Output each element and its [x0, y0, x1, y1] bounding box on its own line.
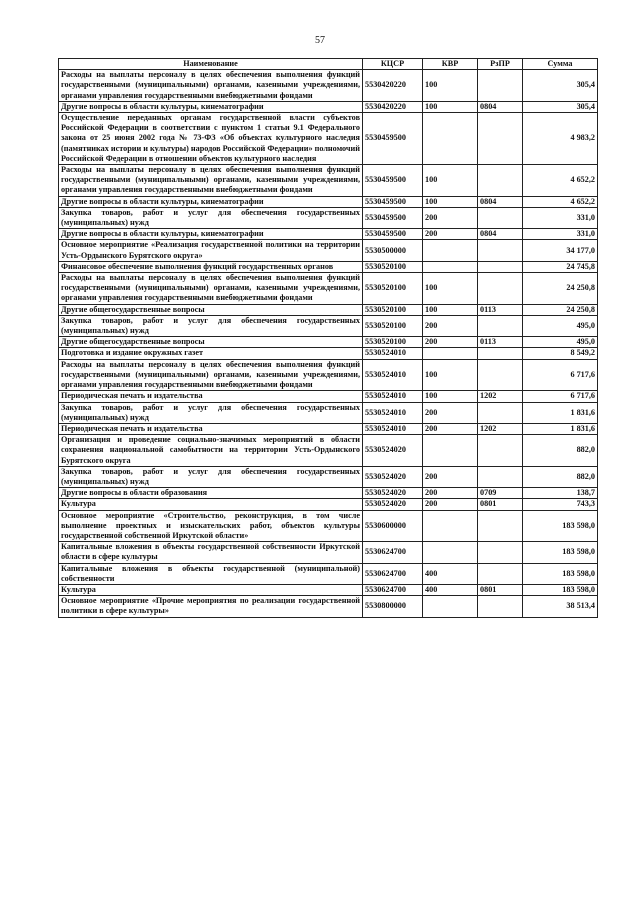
- row-code-cell: 5530459500: [363, 229, 423, 240]
- row-sum-cell: 305,4: [523, 70, 598, 102]
- row-code-cell: 5530520100: [363, 315, 423, 336]
- row-code-cell: 5530800000: [363, 596, 423, 617]
- row-kvr-cell: 400: [423, 584, 478, 595]
- row-kvr-cell: 400: [423, 563, 478, 584]
- row-kvr-cell: 200: [423, 466, 478, 487]
- row-sum-cell: 183 598,0: [523, 510, 598, 542]
- row-sum-cell: 4 652,2: [523, 196, 598, 207]
- row-kvr-cell: 100: [423, 273, 478, 305]
- row-sum-cell: 24 745,8: [523, 261, 598, 272]
- row-name-cell: Осуществление переданных органам государственной власти субъектов Российской Федерации в соответствии с пунктом 1 статьи 9.1 Федерального закона от 25 июня 2002 года № 73-ФЗ «Об объектах культурного наследия (памятниках истории и культуры) народов Российской Федерации» полномочий Российской Федерации в отношении объектов культурного наследия: [59, 113, 363, 165]
- row-sum-cell: 38 513,4: [523, 596, 598, 617]
- row-kvr-cell: 100: [423, 391, 478, 402]
- row-kvr-cell: 200: [423, 315, 478, 336]
- row-name-cell: Закупка товаров, работ и услуг для обеспечения государственных (муниципальных) нужд: [59, 315, 363, 336]
- row-kvr-cell: 100: [423, 101, 478, 112]
- page-number: 57: [315, 35, 325, 46]
- row-rzpr-cell: 0801: [478, 584, 523, 595]
- table-row: [59, 348, 598, 359]
- row-sum-cell: 882,0: [523, 466, 598, 487]
- row-kvr-cell: 200: [423, 499, 478, 510]
- row-kvr-cell: [423, 542, 478, 563]
- row-sum-cell: 1 831,6: [523, 423, 598, 434]
- row-name-cell: Другие вопросы в области культуры, кинематографии: [59, 229, 363, 240]
- row-rzpr-cell: [478, 240, 523, 261]
- row-code-cell: 5530500000: [363, 240, 423, 261]
- header-kvr: КВР: [423, 59, 478, 70]
- row-sum-cell: 495,0: [523, 337, 598, 348]
- row-name-cell: Культура: [59, 499, 363, 510]
- table-row: [59, 165, 598, 197]
- row-sum-cell: 24 250,8: [523, 304, 598, 315]
- table-row: [59, 273, 598, 305]
- row-code-cell: 5530420220: [363, 70, 423, 102]
- row-kvr-cell: 200: [423, 337, 478, 348]
- row-kvr-cell: 100: [423, 165, 478, 197]
- row-kvr-cell: 100: [423, 359, 478, 391]
- row-sum-cell: 743,3: [523, 499, 598, 510]
- row-rzpr-cell: [478, 261, 523, 272]
- table-row: [59, 207, 598, 228]
- row-name-cell: Финансовое обеспечение выполнения функций государственных органов: [59, 261, 363, 272]
- row-code-cell: 5530600000: [363, 510, 423, 542]
- budget-table: [58, 58, 598, 618]
- table-row: [59, 196, 598, 207]
- row-rzpr-cell: [478, 596, 523, 617]
- row-kvr-cell: 200: [423, 229, 478, 240]
- row-rzpr-cell: [478, 510, 523, 542]
- row-kvr-cell: [423, 510, 478, 542]
- row-rzpr-cell: [478, 435, 523, 467]
- row-name-cell: Капитальные вложения в объекты государственной собственности Иркутской области в сфере культуры: [59, 542, 363, 563]
- row-name-cell: Другие общегосударственные вопросы: [59, 304, 363, 315]
- row-sum-cell: 6 717,6: [523, 359, 598, 391]
- row-code-cell: 5530524020: [363, 499, 423, 510]
- table-row: [59, 435, 598, 467]
- table-row: [59, 596, 598, 617]
- row-sum-cell: 331,0: [523, 207, 598, 228]
- table-row: [59, 499, 598, 510]
- row-name-cell: Периодическая печать и издательства: [59, 423, 363, 434]
- row-name-cell: Расходы на выплаты персоналу в целях обеспечения выполнения функций государственными (муниципальными) органами, казенными учреждениями, органами управления государственными внебюджетными фондами: [59, 359, 363, 391]
- header-sum: Сумма: [523, 59, 598, 70]
- row-rzpr-cell: [478, 563, 523, 584]
- row-kvr-cell: 200: [423, 488, 478, 499]
- row-code-cell: 5530459500: [363, 113, 423, 165]
- row-code-cell: 5530520100: [363, 261, 423, 272]
- row-code-cell: 5530524020: [363, 435, 423, 467]
- header-name: Наименование: [59, 59, 363, 70]
- table-header-row: [59, 59, 598, 70]
- row-kvr-cell: [423, 596, 478, 617]
- table-row: [59, 70, 598, 102]
- row-name-cell: Закупка товаров, работ и услуг для обеспечения государственных (муниципальных) нужд: [59, 207, 363, 228]
- row-code-cell: 5530420220: [363, 101, 423, 112]
- row-code-cell: 5530459500: [363, 165, 423, 197]
- row-name-cell: Другие общегосударственные вопросы: [59, 337, 363, 348]
- row-code-cell: 5530624700: [363, 542, 423, 563]
- row-sum-cell: 183 598,0: [523, 563, 598, 584]
- row-name-cell: Основное мероприятие «Реализация государственной политики на территории Усть-Ордынского Бурятского округа»: [59, 240, 363, 261]
- table-row: [59, 402, 598, 423]
- table-row: [59, 423, 598, 434]
- row-name-cell: Капитальные вложения в объекты государственной (муниципальной) собственности: [59, 563, 363, 584]
- row-name-cell: Основное мероприятие «Прочие мероприятия по реализации государственной политики в сфере культуры»: [59, 596, 363, 617]
- row-rzpr-cell: [478, 70, 523, 102]
- row-name-cell: Расходы на выплаты персоналу в целях обеспечения выполнения функций государственными (муниципальными) органами, казенными учреждениями, органами управления государственными внебюджетными фондами: [59, 273, 363, 305]
- row-kvr-cell: [423, 348, 478, 359]
- row-code-cell: 5530624700: [363, 563, 423, 584]
- row-code-cell: 5530459500: [363, 207, 423, 228]
- row-rzpr-cell: 0709: [478, 488, 523, 499]
- row-rzpr-cell: [478, 402, 523, 423]
- row-sum-cell: 34 177,0: [523, 240, 598, 261]
- row-kvr-cell: [423, 261, 478, 272]
- table-row: [59, 542, 598, 563]
- row-name-cell: Расходы на выплаты персоналу в целях обеспечения выполнения функций государственными (муниципальными) органами, казенными учреждениями, органами управления государственными внебюджетными фондами: [59, 165, 363, 197]
- row-code-cell: 5530624700: [363, 584, 423, 595]
- header-rzpr: РзПР: [478, 59, 523, 70]
- row-name-cell: Организация и проведение социально-значимых мероприятий в области сохранения национальной самобытности на территории Усть-Ордынского Бурятского округа: [59, 435, 363, 467]
- row-rzpr-cell: 1202: [478, 423, 523, 434]
- row-code-cell: 5530520100: [363, 337, 423, 348]
- row-sum-cell: 24 250,8: [523, 273, 598, 305]
- row-name-cell: Основное мероприятие «Строительство, реконструкция, в том числе выполнение проектных и изыскательских работ, объектов культуры государственной собственной Иркутской области»: [59, 510, 363, 542]
- row-sum-cell: 331,0: [523, 229, 598, 240]
- row-kvr-cell: 100: [423, 196, 478, 207]
- table-body: [59, 70, 598, 617]
- table-row: [59, 113, 598, 165]
- row-name-cell: Закупка товаров, работ и услуг для обеспечения государственных (муниципальных) нужд: [59, 402, 363, 423]
- row-code-cell: 5530524010: [363, 402, 423, 423]
- table-row: [59, 315, 598, 336]
- row-rzpr-cell: 0113: [478, 304, 523, 315]
- row-code-cell: 5530524010: [363, 359, 423, 391]
- row-name-cell: Другие вопросы в области культуры, кинематографии: [59, 101, 363, 112]
- table-row: [59, 359, 598, 391]
- table-row: [59, 240, 598, 261]
- table-row: [59, 391, 598, 402]
- row-rzpr-cell: [478, 273, 523, 305]
- row-kvr-cell: 200: [423, 207, 478, 228]
- row-name-cell: Подготовка и издание окружных газет: [59, 348, 363, 359]
- row-kvr-cell: [423, 435, 478, 467]
- table-row: [59, 584, 598, 595]
- row-rzpr-cell: 0804: [478, 196, 523, 207]
- row-kvr-cell: 100: [423, 70, 478, 102]
- row-sum-cell: 4 983,2: [523, 113, 598, 165]
- row-kvr-cell: [423, 240, 478, 261]
- row-rzpr-cell: [478, 466, 523, 487]
- row-sum-cell: 183 598,0: [523, 542, 598, 563]
- row-sum-cell: 1 831,6: [523, 402, 598, 423]
- row-rzpr-cell: 0113: [478, 337, 523, 348]
- table-row: [59, 466, 598, 487]
- row-rzpr-cell: 0804: [478, 229, 523, 240]
- table-row: [59, 101, 598, 112]
- row-rzpr-cell: 0801: [478, 499, 523, 510]
- row-sum-cell: 8 549,2: [523, 348, 598, 359]
- row-rzpr-cell: [478, 315, 523, 336]
- table-row: [59, 229, 598, 240]
- row-sum-cell: 305,4: [523, 101, 598, 112]
- row-name-cell: Расходы на выплаты персоналу в целях обеспечения выполнения функций государственными (муниципальными) органами, казенными учреждениями, органами управления государственными внебюджетными фондами: [59, 70, 363, 102]
- row-kvr-cell: 100: [423, 304, 478, 315]
- row-sum-cell: 495,0: [523, 315, 598, 336]
- row-rzpr-cell: [478, 348, 523, 359]
- row-code-cell: 5530524010: [363, 348, 423, 359]
- row-rzpr-cell: [478, 113, 523, 165]
- row-name-cell: Другие вопросы в области культуры, кинематографии: [59, 196, 363, 207]
- row-code-cell: 5530459500: [363, 196, 423, 207]
- row-sum-cell: 882,0: [523, 435, 598, 467]
- table-row: [59, 563, 598, 584]
- row-rzpr-cell: 1202: [478, 391, 523, 402]
- row-code-cell: 5530524010: [363, 423, 423, 434]
- row-rzpr-cell: [478, 542, 523, 563]
- table-row: [59, 488, 598, 499]
- row-code-cell: 5530524020: [363, 466, 423, 487]
- row-kvr-cell: [423, 113, 478, 165]
- table-row: [59, 304, 598, 315]
- row-code-cell: 5530524010: [363, 391, 423, 402]
- row-sum-cell: 183 598,0: [523, 584, 598, 595]
- row-name-cell: Закупка товаров, работ и услуг для обеспечения государственных (муниципальных) нужд: [59, 466, 363, 487]
- row-code-cell: 5530520100: [363, 304, 423, 315]
- row-sum-cell: 138,7: [523, 488, 598, 499]
- row-name-cell: Культура: [59, 584, 363, 595]
- row-sum-cell: 4 652,2: [523, 165, 598, 197]
- row-rzpr-cell: [478, 359, 523, 391]
- table-row: [59, 337, 598, 348]
- row-name-cell: Другие вопросы в области образования: [59, 488, 363, 499]
- row-kvr-cell: 200: [423, 423, 478, 434]
- table-row: [59, 261, 598, 272]
- row-sum-cell: 6 717,6: [523, 391, 598, 402]
- row-code-cell: 5530520100: [363, 273, 423, 305]
- header-code: КЦСР: [363, 59, 423, 70]
- row-rzpr-cell: 0804: [478, 101, 523, 112]
- row-rzpr-cell: [478, 207, 523, 228]
- row-kvr-cell: 200: [423, 402, 478, 423]
- row-name-cell: Периодическая печать и издательства: [59, 391, 363, 402]
- row-code-cell: 5530524020: [363, 488, 423, 499]
- row-rzpr-cell: [478, 165, 523, 197]
- table-row: [59, 510, 598, 542]
